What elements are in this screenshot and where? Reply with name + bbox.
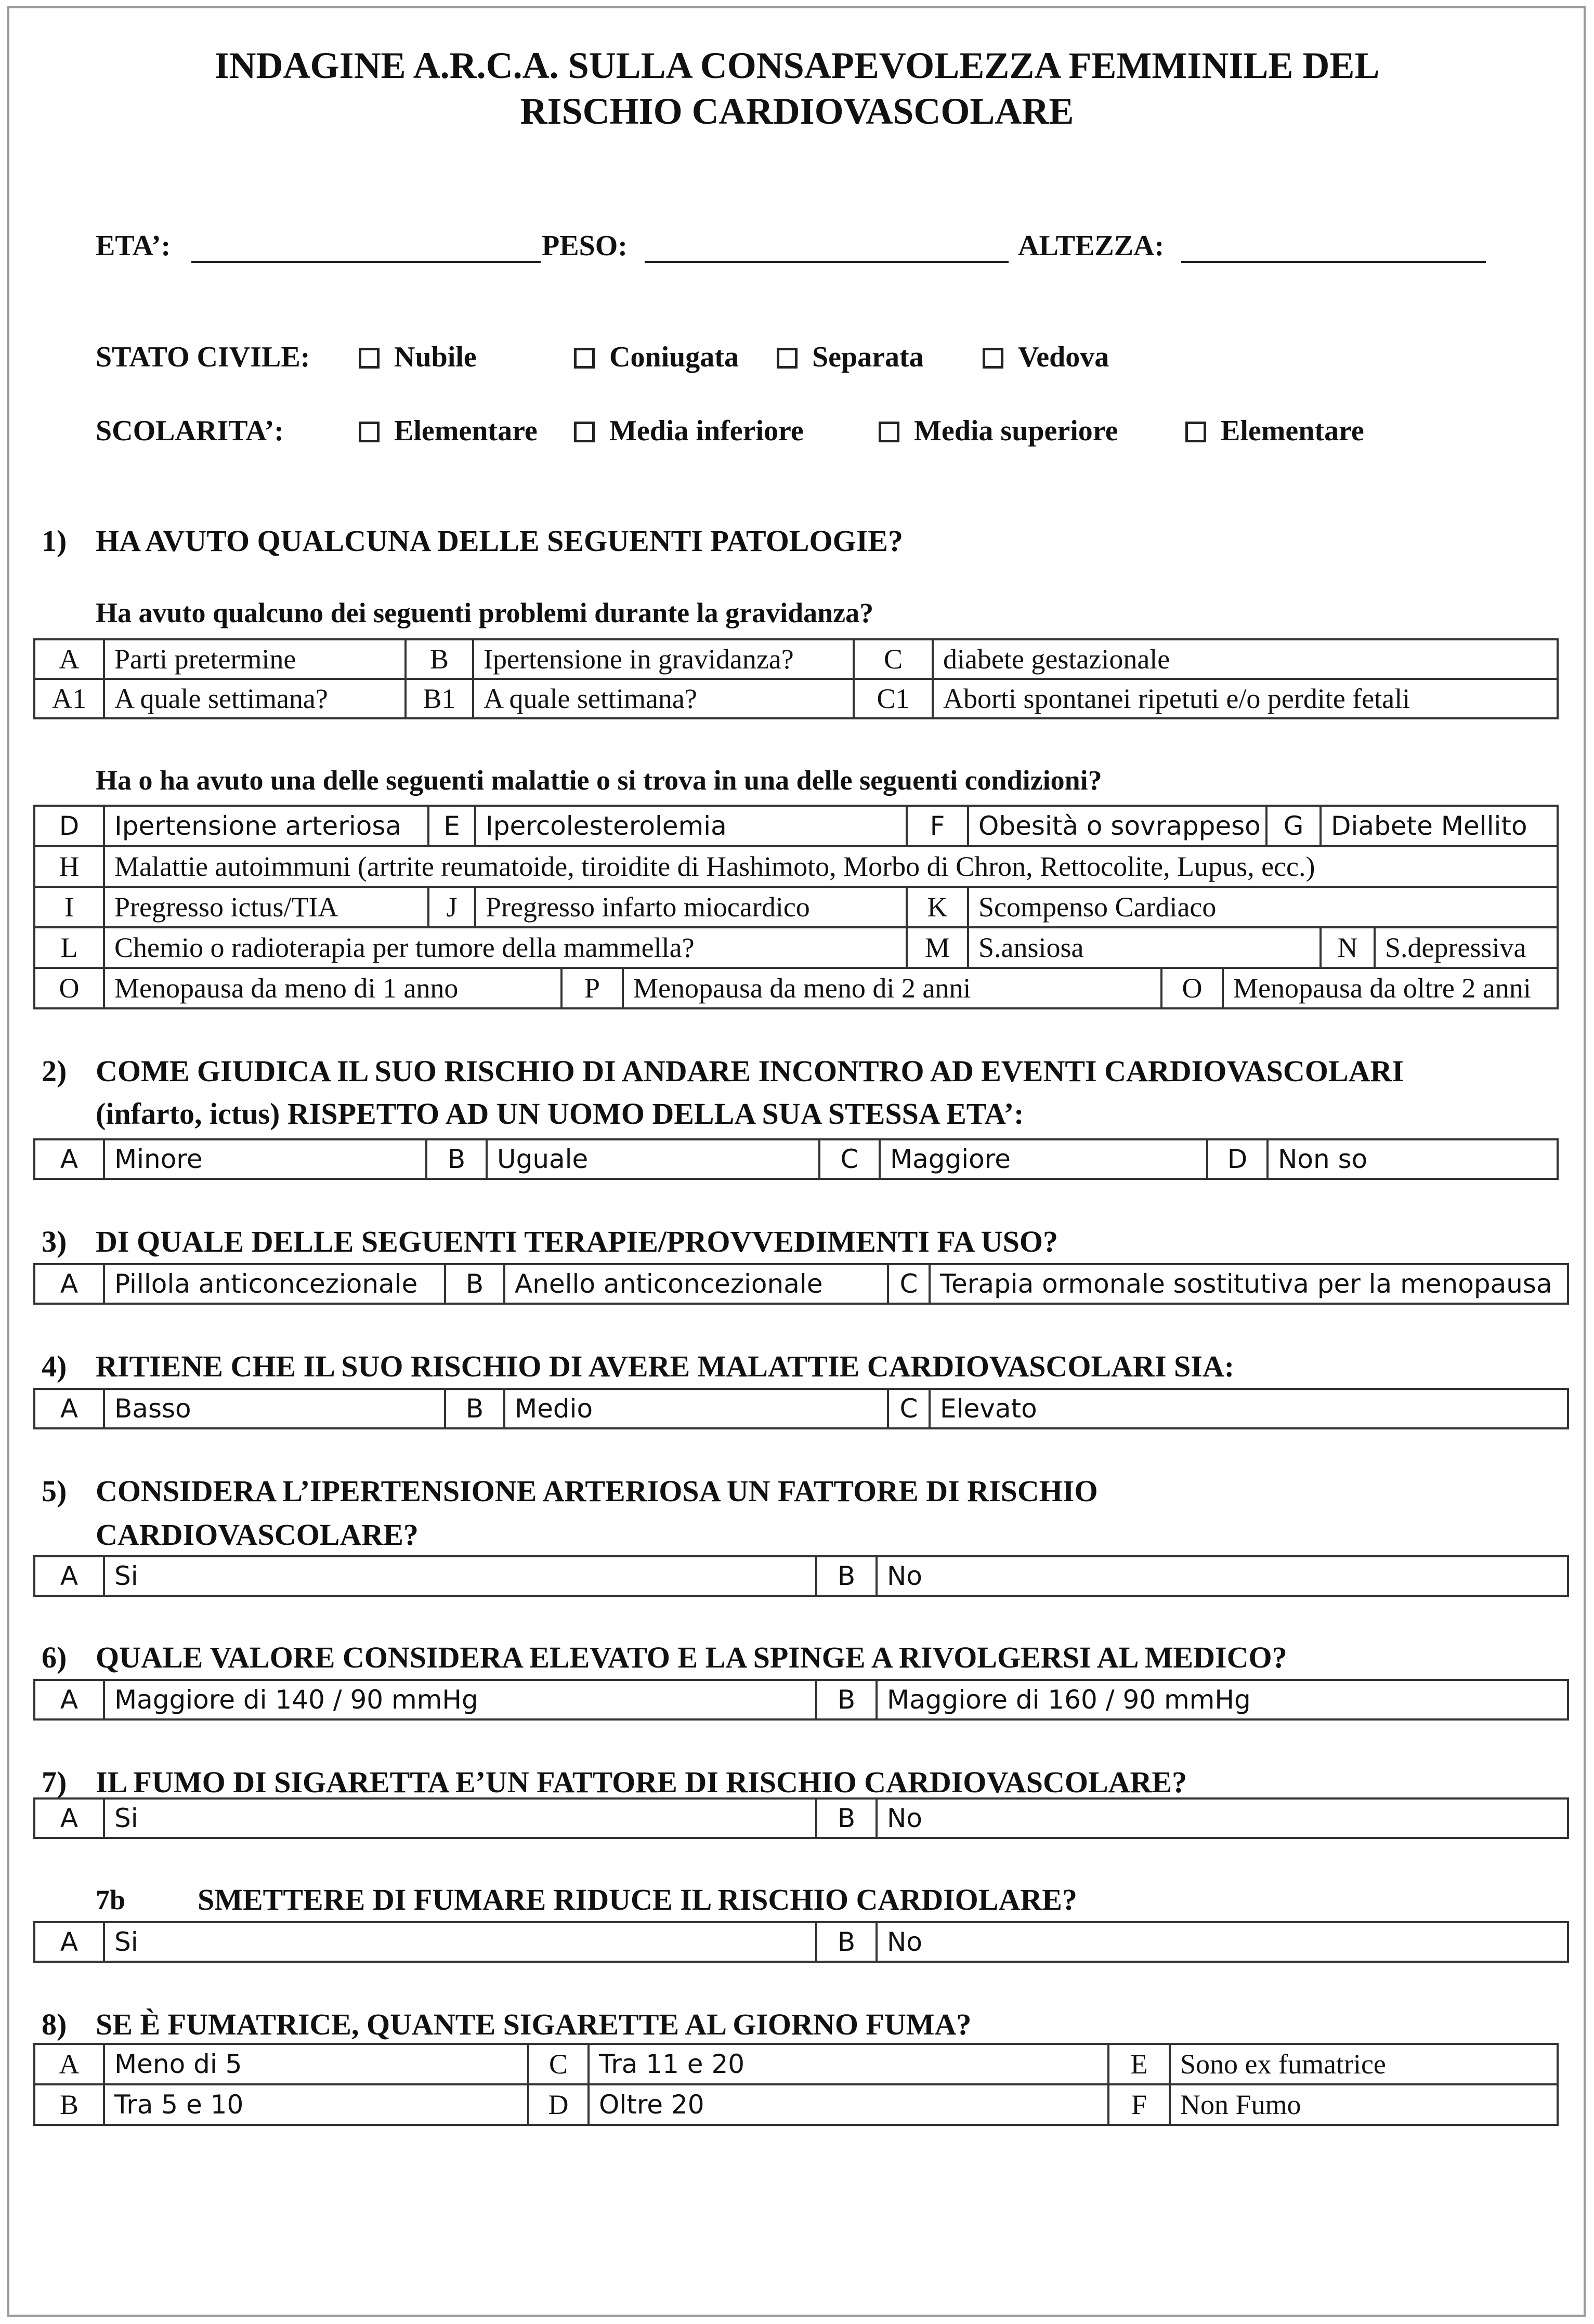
option-code[interactable]: A	[34, 639, 104, 679]
option-code[interactable]: F	[907, 806, 968, 846]
option-code[interactable]: B	[816, 1922, 877, 1962]
option-label[interactable]: Diabete Mellito	[1321, 806, 1558, 846]
option-media-inferiore[interactable]: Media inferiore	[574, 413, 804, 449]
option-code[interactable]: E	[428, 806, 475, 846]
option-code[interactable]: A	[34, 1922, 104, 1962]
option-elementare-2[interactable]: Elementare	[1185, 413, 1364, 449]
option-code[interactable]: F	[1108, 2084, 1170, 2125]
option-code[interactable]: C	[854, 639, 933, 679]
q1-number: 1)	[42, 524, 67, 558]
option-label[interactable]: Basso	[104, 1389, 445, 1428]
q7-text: IL FUMO DI SIGARETTA E’UN FATTORE DI RISCHIO CARDIOVASCOLARE?	[96, 1765, 1187, 1799]
checkbox[interactable]	[777, 348, 798, 369]
option-code[interactable]: B	[816, 1798, 877, 1838]
option-code[interactable]: A	[34, 1556, 104, 1596]
option-code[interactable]: O	[1161, 968, 1223, 1008]
option-label[interactable]: Obesità o sovrappeso	[968, 806, 1266, 846]
option-label[interactable]: Tra 5 e 10	[104, 2084, 528, 2125]
option-code[interactable]: D	[1207, 1139, 1268, 1179]
option-code[interactable]: N	[1321, 927, 1375, 968]
checkbox[interactable]	[1185, 422, 1206, 442]
checkbox[interactable]	[359, 422, 380, 442]
checkbox[interactable]	[879, 422, 899, 442]
scolarita-label: SCOLARITA’:	[96, 415, 284, 447]
option-label[interactable]: S.ansiosa	[968, 927, 1321, 968]
option-code[interactable]: B1	[406, 679, 473, 718]
option-vedova[interactable]: Vedova	[983, 339, 1109, 375]
table-row	[34, 1556, 1568, 1596]
option-code[interactable]: B	[426, 1139, 487, 1179]
q8-answers	[33, 2043, 1559, 2126]
q3-text: DI QUALE DELLE SEGUENTI TERAPIE/PROVVEDIMENTI FA USO?	[96, 1225, 1058, 1258]
option-label[interactable]: Tra 11 e 20	[589, 2044, 1108, 2084]
option-label[interactable]: Parti pretermine	[104, 639, 406, 679]
table-row	[34, 927, 1558, 968]
q7b-text: SMETTERE DI FUMARE RIDUCE IL RISCHIO CARDIOLARE?	[198, 1883, 1077, 1916]
option-label[interactable]: Minore	[104, 1139, 426, 1179]
q2-text-line-2: (infarto, ictus) RISPETTO AD UN UOMO DELLA SUA STESSA ETA’:	[96, 1097, 1024, 1131]
table-row	[34, 806, 1558, 846]
option-code[interactable]: K	[907, 887, 968, 927]
option-code[interactable]: D	[528, 2084, 589, 2125]
q2-number: 2)	[42, 1054, 67, 1088]
option-label[interactable]: Pillola anticoncezionale	[104, 1264, 445, 1304]
peso-label: PESO:	[542, 230, 628, 262]
q1-malattie-prompt: Ha o ha avuto una delle seguenti malattie o si trova in una delle seguenti condizioni?	[96, 765, 1102, 796]
option-code[interactable]: A	[34, 2044, 104, 2084]
option-label[interactable]: Sono ex fumatrice	[1170, 2044, 1558, 2084]
option-code[interactable]: B	[445, 1264, 504, 1304]
option-label[interactable]: Menopausa da meno di 2 anni	[623, 968, 1161, 1008]
option-code[interactable]: G	[1266, 806, 1321, 846]
q4-text: RITIENE CHE IL SUO RISCHIO DI AVERE MALATTIE CARDIOVASCOLARI SIA:	[96, 1349, 1235, 1383]
option-code[interactable]: A	[34, 1680, 104, 1719]
option-label[interactable]: Uguale	[487, 1139, 819, 1179]
option-label[interactable]: Menopausa da oltre 2 anni	[1223, 968, 1558, 1008]
q3-number: 3)	[42, 1225, 67, 1258]
option-code[interactable]: A	[34, 1798, 104, 1838]
option-code[interactable]: A	[34, 1389, 104, 1428]
q4-number: 4)	[42, 1349, 67, 1383]
option-label[interactable]: No	[877, 1922, 1568, 1962]
q5-number: 5)	[42, 1474, 67, 1508]
option-label[interactable]: No	[877, 1798, 1568, 1838]
option-label[interactable]: diabete gestazionale	[933, 639, 1558, 679]
option-label[interactable]: Maggiore	[880, 1139, 1207, 1179]
option-code[interactable]: J	[428, 887, 475, 927]
table-row	[34, 1264, 1568, 1304]
q3-answers	[33, 1263, 1569, 1305]
option-label[interactable]: A quale settimana?	[473, 679, 854, 718]
table-row	[34, 1798, 1568, 1838]
option-label[interactable]: Elevato	[930, 1389, 1568, 1428]
stato-civile-label: STATO CIVILE:	[96, 341, 310, 373]
q5-answers	[33, 1555, 1569, 1597]
peso-field[interactable]	[645, 261, 1009, 263]
option-label[interactable]: Maggiore di 140 / 90 mmHg	[104, 1680, 816, 1719]
option-code[interactable]: C	[888, 1389, 930, 1428]
q1-text: HA AVUTO QUALCUNA DELLE SEGUENTI PATOLOGIE?	[96, 524, 903, 558]
option-label[interactable]: Terapia ormonale sostitutiva per la menopausa	[930, 1264, 1568, 1304]
option-code[interactable]: B	[445, 1389, 504, 1428]
table-row	[34, 1389, 1568, 1428]
checkbox[interactable]	[574, 422, 595, 442]
option-code[interactable]: L	[34, 927, 104, 968]
table-row	[34, 2044, 1558, 2084]
checkbox[interactable]	[574, 348, 595, 369]
q5-text-line-2: CARDIOVASCOLARE?	[96, 1518, 419, 1552]
table-row	[34, 2084, 1558, 2125]
q6-answers	[33, 1679, 1569, 1721]
option-code[interactable]: E	[1108, 2044, 1170, 2084]
option-nubile[interactable]: Nubile	[359, 339, 477, 375]
title-line-1: INDAGINE A.R.C.A. SULLA CONSAPEVOLEZZA FEMMINILE DEL	[214, 45, 1380, 86]
table-row	[34, 846, 1558, 887]
title-line-2: RISCHIO CARDIOVASCOLARE	[520, 90, 1074, 132]
q1-malattie-row-o	[33, 967, 1559, 1009]
table-row	[34, 887, 1558, 927]
option-code[interactable]: C1	[854, 679, 933, 718]
checkbox[interactable]	[359, 348, 380, 369]
option-code[interactable]: C	[528, 2044, 589, 2084]
option-code[interactable]: B	[816, 1556, 877, 1596]
option-label[interactable]: Anello anticoncezionale	[504, 1264, 888, 1304]
q2-answers	[33, 1138, 1559, 1180]
option-code[interactable]: B	[816, 1680, 877, 1719]
option-label[interactable]: Aborti spontanei ripetuti e/o perdite fetali	[933, 679, 1558, 718]
option-label[interactable]: Ipertensione arteriosa	[104, 806, 428, 846]
option-code[interactable]: A1	[34, 679, 104, 718]
option-code[interactable]: O	[34, 968, 104, 1008]
option-elementare[interactable]: Elementare	[359, 413, 538, 449]
option-label[interactable]: Menopausa da meno di 1 anno	[104, 968, 561, 1008]
option-code[interactable]: C	[888, 1264, 930, 1304]
q1-malattie-row-h	[33, 845, 1559, 888]
option-label[interactable]: No	[877, 1556, 1568, 1596]
option-label[interactable]: S.depressiva	[1375, 927, 1558, 968]
option-label[interactable]: Scompenso Cardiaco	[968, 887, 1558, 927]
table-row	[34, 1680, 1568, 1719]
option-code[interactable]: H	[34, 846, 104, 887]
table-row	[34, 968, 1558, 1008]
option-label[interactable]: Si	[104, 1922, 816, 1962]
q7b-answers	[33, 1921, 1569, 1963]
option-code[interactable]: M	[907, 927, 968, 968]
option-code[interactable]: I	[34, 887, 104, 927]
option-label[interactable]: Malattie autoimmuni (artrite reumatoide, tiroidite di Hashimoto, Morbo di Chron, Rettocolite, Lupus, ecc.)	[104, 846, 1558, 887]
option-code[interactable]: D	[34, 806, 104, 846]
option-label[interactable]: Pregresso infarto miocardico	[475, 887, 907, 927]
eta-field[interactable]	[191, 261, 541, 263]
q1-gravidanza-prompt: Ha avuto qualcuno dei seguenti problemi durante la gravidanza?	[96, 597, 874, 628]
option-label[interactable]: Maggiore di 160 / 90 mmHg	[877, 1680, 1568, 1719]
q1-gravidanza-table	[33, 638, 1559, 719]
q6-number: 6)	[42, 1640, 67, 1674]
option-label[interactable]: Non so	[1268, 1139, 1558, 1179]
q8-text: SE È FUMATRICE, QUANTE SIGARETTE AL GIORNO FUMA?	[96, 2007, 972, 2041]
option-code[interactable]: A	[34, 1264, 104, 1304]
option-code[interactable]: B	[34, 2084, 104, 2125]
option-label[interactable]: Si	[104, 1798, 816, 1838]
q7b-number: 7b	[96, 1884, 126, 1915]
q4-answers	[33, 1388, 1569, 1429]
option-code[interactable]: C	[819, 1139, 880, 1179]
table-row	[34, 639, 1558, 679]
option-label[interactable]: Ipertensione in gravidanza?	[473, 639, 854, 679]
q1-malattie-row-d	[33, 805, 1559, 847]
table-row	[34, 1139, 1558, 1179]
option-label[interactable]: Oltre 20	[589, 2084, 1108, 2125]
q8-number: 8)	[42, 2007, 67, 2041]
q5-text-line-1: CONSIDERA L’IPERTENSIONE ARTERIOSA UN FATTORE DI RISCHIO	[96, 1474, 1098, 1508]
eta-label: ETA’:	[96, 230, 171, 262]
option-label[interactable]: A quale settimana?	[104, 679, 406, 718]
q2-text-line-1: COME GIUDICA IL SUO RISCHIO DI ANDARE INCONTRO AD EVENTI CARDIOVASCOLARI	[96, 1054, 1404, 1088]
q7-answers	[33, 1797, 1569, 1839]
option-coniugata[interactable]: Coniugata	[574, 339, 739, 375]
checkbox[interactable]	[983, 348, 1003, 369]
option-label[interactable]: Meno di 5	[104, 2044, 528, 2084]
option-label[interactable]: Medio	[504, 1389, 888, 1428]
option-label[interactable]: Si	[104, 1556, 816, 1596]
option-code[interactable]: A	[34, 1139, 104, 1179]
table-row	[34, 1922, 1568, 1962]
option-label[interactable]: Non Fumo	[1170, 2084, 1558, 2125]
option-label[interactable]: Pregresso ictus/TIA	[104, 887, 428, 927]
option-label[interactable]: Ipercolesterolemia	[475, 806, 907, 846]
q6-text: QUALE VALORE CONSIDERA ELEVATO E LA SPINGE A RIVOLGERSI AL MEDICO?	[96, 1640, 1287, 1674]
q1-malattie-row-l	[33, 926, 1559, 969]
option-code[interactable]: B	[406, 639, 473, 679]
altezza-field[interactable]	[1181, 261, 1486, 263]
q1-malattie-row-i	[33, 886, 1559, 928]
table-row	[34, 679, 1558, 718]
option-media-superiore[interactable]: Media superiore	[879, 413, 1118, 449]
altezza-label: ALTEZZA:	[1018, 230, 1165, 262]
option-label[interactable]: Chemio o radioterapia per tumore della mammella?	[104, 927, 907, 968]
option-code[interactable]: P	[561, 968, 623, 1008]
option-separata[interactable]: Separata	[777, 339, 924, 375]
q7-number: 7)	[42, 1765, 67, 1799]
